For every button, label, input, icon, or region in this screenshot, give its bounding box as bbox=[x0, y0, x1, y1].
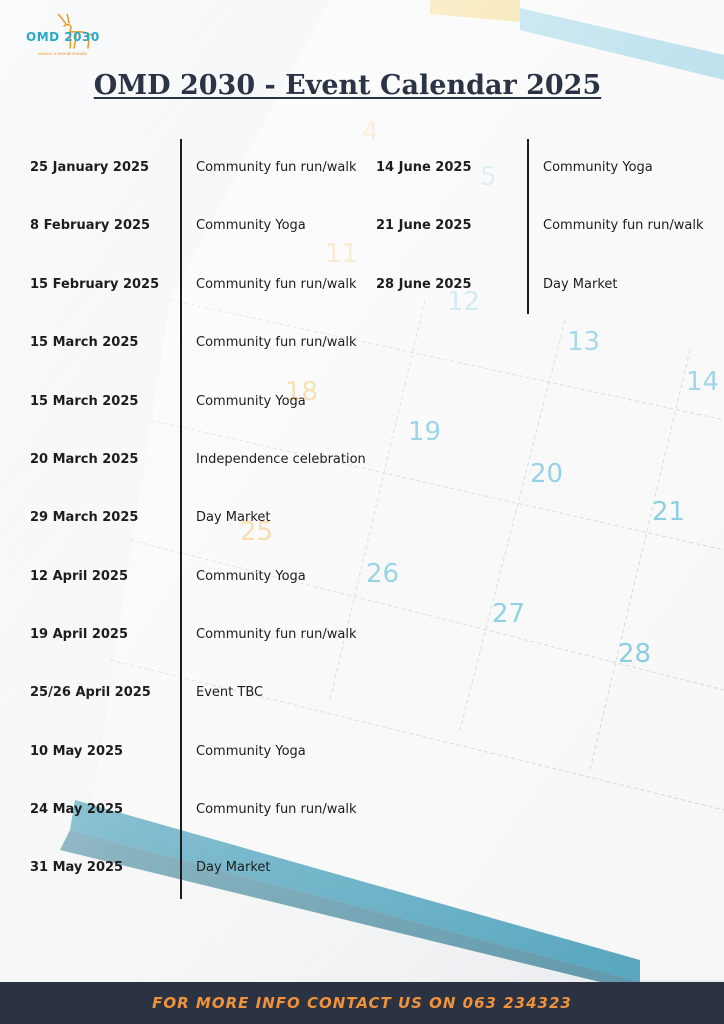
list-item bbox=[30, 799, 357, 819]
list-item bbox=[30, 741, 306, 761]
event-name: Day Market bbox=[543, 276, 618, 292]
event-date: 15 March 2025 bbox=[30, 334, 139, 350]
event-name: Community fun run/walk bbox=[196, 334, 357, 350]
event-name: Day Market bbox=[196, 509, 271, 525]
event-date: 28 June 2025 bbox=[376, 276, 472, 292]
list-item bbox=[376, 274, 618, 294]
event-date: 10 May 2025 bbox=[30, 743, 124, 759]
event-date: 31 May 2025 bbox=[30, 859, 124, 875]
event-name: Community fun run/walk bbox=[196, 276, 357, 292]
event-name: Community fun run/walk bbox=[543, 217, 704, 233]
event-date: 29 March 2025 bbox=[30, 509, 139, 525]
list-item bbox=[30, 157, 357, 177]
event-date: 14 June 2025 bbox=[376, 159, 472, 175]
logo-text: OMD 2030 bbox=[26, 30, 100, 44]
event-date: 20 March 2025 bbox=[30, 451, 139, 467]
event-name: Community fun run/walk bbox=[196, 801, 357, 817]
event-name: Community Yoga bbox=[196, 568, 306, 584]
event-name: Community Yoga bbox=[196, 217, 306, 233]
event-date: 25/26 April 2025 bbox=[30, 684, 151, 700]
event-date: 8 February 2025 bbox=[30, 217, 151, 233]
event-name: Community Yoga bbox=[543, 159, 653, 175]
event-date: 24 May 2025 bbox=[30, 801, 124, 817]
event-name: Community Yoga bbox=[196, 743, 306, 759]
list-item bbox=[376, 157, 653, 177]
event-name: Community fun run/walk bbox=[196, 626, 357, 642]
list-item bbox=[30, 215, 306, 235]
list-item bbox=[376, 215, 704, 235]
event-date: 12 April 2025 bbox=[30, 568, 129, 584]
event-date: 25 January 2025 bbox=[30, 159, 150, 175]
logo-tagline: MAKING A NEW BEGINNING bbox=[38, 52, 88, 56]
event-date: 15 February 2025 bbox=[30, 276, 160, 292]
contact-footer bbox=[0, 982, 724, 1024]
list-item bbox=[30, 507, 271, 527]
list-item bbox=[30, 624, 357, 644]
list-item bbox=[30, 682, 263, 702]
list-item bbox=[30, 857, 271, 877]
page-title: OMD 2030 - Event Calendar 2025 bbox=[93, 70, 602, 101]
event-name: Community fun run/walk bbox=[196, 159, 357, 175]
list-item bbox=[30, 566, 306, 586]
list-item bbox=[30, 449, 366, 469]
left-event-list bbox=[30, 157, 390, 887]
event-date: 19 April 2025 bbox=[30, 626, 129, 642]
event-date: 15 March 2025 bbox=[30, 393, 139, 409]
list-item bbox=[30, 332, 357, 352]
event-date: 21 June 2025 bbox=[376, 217, 472, 233]
event-name: Event TBC bbox=[196, 684, 264, 700]
event-name: Community Yoga bbox=[196, 393, 306, 409]
list-item bbox=[30, 391, 306, 411]
omd-2030-logo bbox=[26, 14, 118, 60]
right-event-list bbox=[376, 157, 716, 297]
list-item bbox=[30, 274, 357, 294]
contact-text: FOR MORE INFO CONTACT US ON 063 234323 bbox=[152, 994, 572, 1012]
event-name: Day Market bbox=[196, 859, 271, 875]
event-name: Independence celebration bbox=[196, 451, 366, 467]
